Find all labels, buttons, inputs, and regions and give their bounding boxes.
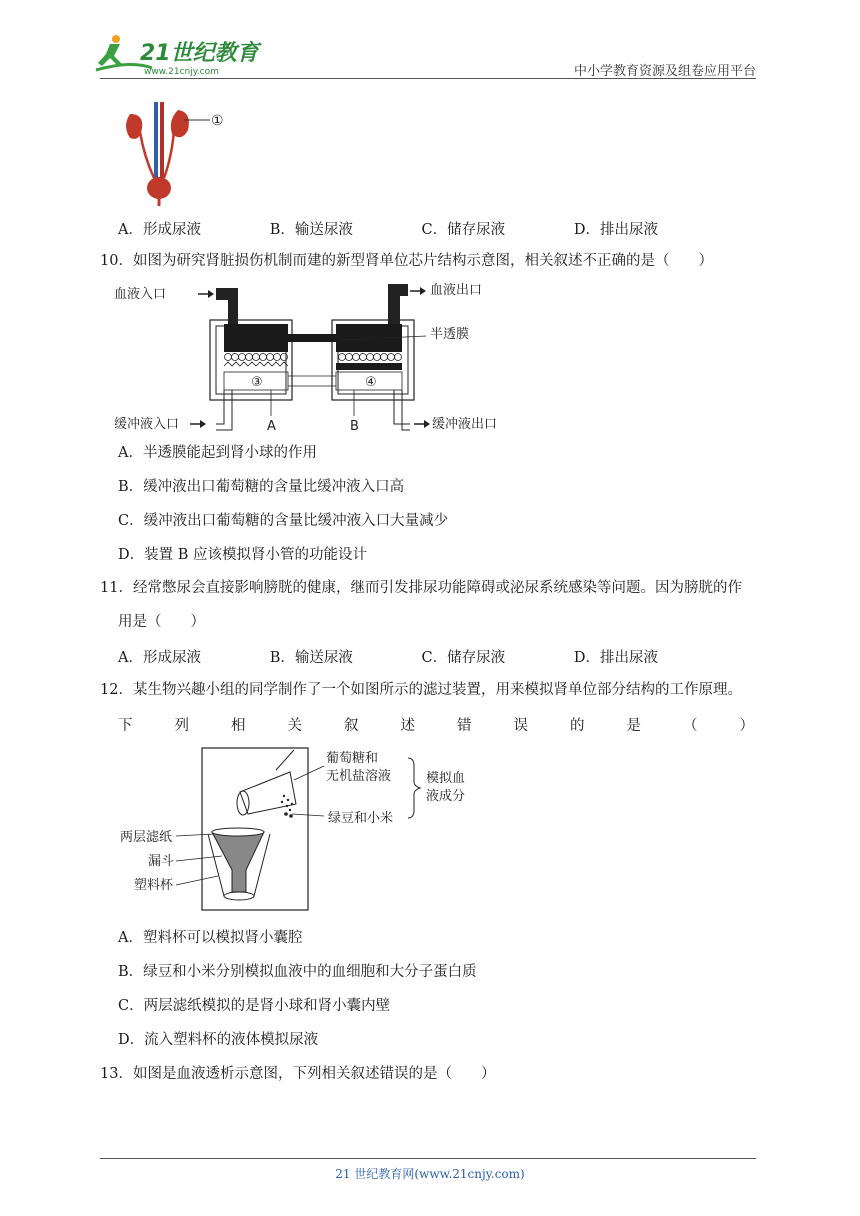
glucose-label-1: 葡萄糖和 xyxy=(326,751,379,766)
kidney-chip-figure xyxy=(110,280,530,444)
funnel-shape xyxy=(212,832,264,892)
site-logo xyxy=(92,30,262,78)
label-a: A xyxy=(267,419,276,434)
sim-label-2: 液成分 xyxy=(426,789,466,804)
urinary-system-figure xyxy=(118,96,238,212)
q12-char: （ xyxy=(683,718,698,734)
q12-char: 相 xyxy=(231,718,246,734)
q11-option-a[interactable]: A．形成尿液 xyxy=(118,650,201,666)
q11-stem-line2: 用是（ ） xyxy=(118,614,205,630)
beans-label: 绿豆和小米 xyxy=(328,811,394,826)
q11-options xyxy=(118,646,658,667)
q12-char: 列 xyxy=(174,718,189,734)
q10-option-d[interactable]: D．装置 B 应该模拟肾小管的功能设计 xyxy=(118,547,367,563)
chamber-3-label: ③ xyxy=(251,375,263,390)
q12-option-c[interactable]: C．两层滤纸模拟的是肾小球和肾小囊内壁 xyxy=(118,998,391,1014)
q11-option-b[interactable]: B．输送尿液 xyxy=(269,650,353,666)
right-membrane-bar xyxy=(336,363,402,370)
q12-char: ） xyxy=(739,718,754,734)
q10-option-a[interactable]: A．半透膜能起到肾小球的作用 xyxy=(118,445,317,461)
header-divider xyxy=(100,78,756,79)
q12-char: 是 xyxy=(626,718,641,734)
right-ureter xyxy=(164,130,174,178)
q10-option-b[interactable]: B．缓冲液出口葡萄糖的含量比缓冲液入口高 xyxy=(118,479,405,495)
blood-out-label: 血液出口 xyxy=(430,283,483,298)
connecting-channel xyxy=(286,334,340,342)
blood-in-label: 血液入口 xyxy=(114,287,167,302)
q12-option-d[interactable]: D．流入塑料杯的液体模拟尿液 xyxy=(118,1032,319,1048)
q12-char: 误 xyxy=(513,718,528,734)
vein xyxy=(154,102,158,182)
glucose-label-2: 无机盐溶液 xyxy=(326,769,392,784)
left-ureter xyxy=(140,132,154,178)
right-circles xyxy=(339,354,402,361)
platform-name: 中小学教育资源及组卷应用平台 xyxy=(573,64,756,79)
q12-option-b[interactable]: B．绿豆和小米分别模拟血液中的血细胞和大分子蛋白质 xyxy=(118,964,477,980)
left-zigzag xyxy=(224,362,288,366)
logo-url-text: www.21cnjy.com xyxy=(144,67,219,77)
label-1: ① xyxy=(211,113,224,129)
q9-options xyxy=(118,218,658,239)
left-circles xyxy=(225,354,288,361)
q12-stem-line1: 12．某生物兴趣小组的同学制作了一个如图所示的滤过装置，用来模拟肾单位部分结构的工作原理。 xyxy=(100,682,742,698)
chamber-4-label: ④ xyxy=(365,375,377,390)
q9-option-a[interactable]: A．形成尿液 xyxy=(118,222,201,238)
q11-stem-line1: 11．经常憋尿会直接影响膀胱的健康，继而引发排尿功能障碍或泌尿系统感染等问题。因为膀胱的作 xyxy=(100,580,742,596)
q10-option-c[interactable]: C．缓冲液出口葡萄糖的含量比缓冲液入口大量减少 xyxy=(118,513,449,529)
q12-option-a[interactable]: A．塑料杯可以模拟肾小囊腔 xyxy=(118,930,303,946)
q12-char: 叙 xyxy=(344,718,359,734)
q12-stem-line2 xyxy=(118,714,754,735)
q13-stem: 13．如图是血液透析示意图，下列相关叙述错误的是（ ） xyxy=(100,1066,496,1082)
footer-divider xyxy=(100,1158,756,1159)
filter-device-figure xyxy=(112,744,492,920)
q11-option-d[interactable]: D．排出尿液 xyxy=(573,650,658,666)
artery xyxy=(160,102,164,182)
sim-label-1: 模拟血 xyxy=(426,771,466,786)
funnel-label: 漏斗 xyxy=(148,854,175,869)
q12-char: 述 xyxy=(400,718,415,734)
footer-link[interactable]: 21 世纪教育网(www.21cnjy.com) xyxy=(335,1167,525,1181)
q9-option-b[interactable]: B．输送尿液 xyxy=(269,222,353,238)
logo-main-text: 21世纪教育 xyxy=(140,41,259,66)
q9-option-d[interactable]: D．排出尿液 xyxy=(573,222,658,238)
q12-char: 下 xyxy=(118,718,133,734)
q12-char: 的 xyxy=(570,718,585,734)
q9-option-c[interactable]: C．储存尿液 xyxy=(421,222,506,238)
cup-label: 塑料杯 xyxy=(134,878,174,893)
q12-char: 错 xyxy=(457,718,472,734)
buffer-in-label: 缓冲液入口 xyxy=(114,417,180,432)
membrane-label: 半透膜 xyxy=(430,327,470,342)
filter-paper-label: 两层滤纸 xyxy=(120,830,173,845)
q11-option-c[interactable]: C．储存尿液 xyxy=(421,650,506,666)
q12-char: 关 xyxy=(287,718,302,734)
buffer-out-label: 缓冲液出口 xyxy=(432,417,498,432)
bladder xyxy=(147,177,171,199)
label-b: B xyxy=(350,419,359,434)
q10-stem: 10．如图为研究肾脏损伤机制而建的新型肾单位芯片结构示意图，相关叙述不正确的是（ ） xyxy=(100,253,713,269)
